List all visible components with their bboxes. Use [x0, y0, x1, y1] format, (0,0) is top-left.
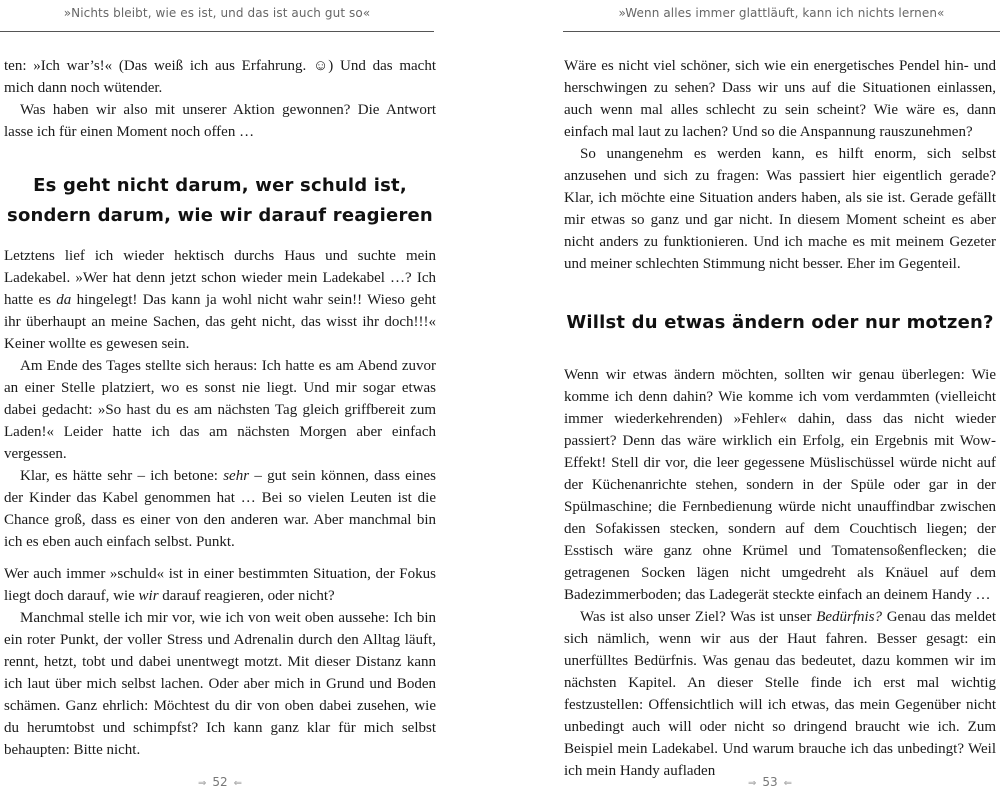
page-ornament-left: ⇒	[747, 778, 757, 789]
right-section-heading: Willst du etwas ändern oder nur motzen?	[566, 312, 994, 333]
right-running-head: »Wenn alles immer glattläuft, kann ich nichts lernen«	[618, 6, 945, 20]
right-paragraph: Wenn wir etwas ändern möchten, sollten wir genau überlegen: Wie komme ich denn dahin? Wie komme ich vom verdammten (vielleicht immer wiederkehrenden) »Fehler« dahin, dass das nicht wieder passiert? Denn das wäre wirklich ein Erfolg, ein Ergebnis mit Wow-Effekt! Stell dir vor, die leer gegessene Müslischüssel würde nicht auf der Küchenanrichte stehen, sondern in der Spüle oder gar in der Spülmaschine; die Fernbedienung würde nicht unauffindbar zwischen den Sofakissen stecken, sondern auf dem Couchtisch liegen; der Esstisch wäre ganz ohne Krümel und Tomatensoßenflecken; die getragenen Socken lägen nicht umgedreht als Knäuel auf dem Badezimmerboden; das Ladegerät steckte einfach an deinem Handy …	[564, 367, 996, 603]
text-run: Genau das meldet sich nämlich, wenn wir aus der Haut fahren. Besser gesagt: ein unerfülltes Bedürfnis. Was genau das bedeutet, dazu kommen wir im nächsten Kapitel. An dieser Stelle finde ich erst mal wichtig festzustellen: Offensichtlich will ich etwas, das mein Gegenüber nicht unbedingt auch will oder nicht so dringend braucht wie ich. Zum Beispiel mein Ladekabel. Und warum brauche ich das unbedingt? Weil ich mein Handy aufladen	[564, 609, 997, 779]
left-section-heading	[4, 171, 436, 231]
right-paragraph	[564, 606, 996, 782]
text-run: Klar, es hätte sehr – ich betone:	[20, 468, 224, 484]
left-running-head: »Nichts bleibt, wie es ist, und das ist auch gut so«	[63, 6, 371, 20]
left-paragraph: Am Ende des Tages stellte sich heraus: Ich hatte es am Abend zuvor an einer Stelle platziert, wo es sonst nie liegt. Und mir sogar etwas dabei gedacht: »So hast du es am nächsten Tag gleich griffbereit zum Laden!« Leider hatte ich das am nächsten Morgen aber einfach vergessen.	[4, 358, 436, 462]
text-run: Wer auch immer »schuld« ist in einer bestimmten Situation, der Fokus liegt doch darauf, wie	[4, 566, 436, 604]
right-body-text	[564, 55, 996, 782]
text-run: hingelegt! Das kann ja wohl nicht wahr sein!! Wieso geht ihr überhaupt an meine Sachen, das geht nicht, das wisst ihr doch!!!« Keiner wollte es gewesen sein.	[4, 292, 436, 352]
right-paragraph: Wäre es nicht viel schöner, sich wie ein energetisches Pendel hin- und herschwingen zu sehen? Dass wir uns auf die Situationen einlassen, auch wenn mal alles schlecht zu sein scheint? Wie wäre es, dann einfach mal laut zu lachen? Und so die Anspannung rauszunehmen?	[564, 58, 996, 140]
right-page	[500, 0, 1000, 800]
right-header-rule	[563, 31, 1000, 32]
text-run: darauf reagieren, oder nicht?	[158, 588, 335, 604]
left-page-number	[150, 775, 290, 795]
left-paragraph: ten: »Ich war’s!« (Das weiß ich aus Erfahrung. ☺) Und das macht mich dann noch wütender.	[4, 58, 436, 96]
emphasis: da	[56, 292, 72, 308]
left-paragraph: Was haben wir also mit unserer Aktion gewonnen? Die Antwort lasse ich für einen Moment noch offen …	[4, 102, 436, 140]
left-paragraph	[4, 245, 436, 355]
page-number-value: 52	[212, 775, 228, 789]
right-page-number	[700, 775, 840, 795]
page-ornament-left: ⇒	[197, 778, 207, 789]
left-header-rule	[0, 31, 434, 32]
text-run: Letztens lief ich wieder hektisch durchs Haus und suchte mein Ladekabel. »Wer hat denn jetzt schon wieder mein Ladekabel …? Ich hatte es	[4, 248, 436, 308]
page-ornament-right: ⇐	[783, 778, 793, 789]
left-heading-line-1: Es geht nicht darum, wer schuld ist,	[33, 175, 407, 196]
text-run: Was ist also unser Ziel? Was ist unser	[580, 609, 817, 625]
left-paragraph	[4, 465, 436, 553]
left-body-text	[4, 55, 436, 761]
left-paragraph	[4, 563, 436, 607]
text-run: – gut sein können, dass eines der Kinder das Kabel genommen hat … Bei so vielen Leuten ist die Chance groß, dass es einer von den anderen war. Aber manchmal bin ich es eben auch einfach selbst. Punkt.	[4, 468, 436, 550]
left-heading-line-2: sondern darum, wie wir darauf reagieren	[7, 205, 433, 226]
emphasis: wir	[138, 588, 159, 604]
left-paragraph: Manchmal stelle ich mir vor, wie ich von weit oben aussehe: Ich bin ein roter Punkt, der voller Stress und Adrenalin durch den Alltag läuft, rennt, hetzt, tobt und dabei unentwegt motzt. Mit dieser Distanz kann ich laut über mich selbst lachen. Oder aber mich in Grund und Boden schämen. Ganz ehrlich: Möchtest du dir von oben dabei zusehen, wie du herumtobst und schimpfst? Ich kann ganz klar für mich selbst behaupten: Bitte nicht.	[4, 610, 436, 758]
emphasis: Bedürfnis?	[816, 609, 883, 625]
page-number-value: 53	[762, 775, 778, 789]
page-ornament-right: ⇐	[233, 778, 243, 789]
right-paragraph: So unangenehm es werden kann, es hilft enorm, sich selbst anzusehen und sich zu fragen: Was passiert hier eigentlich gerade? Klar, ich möchte eine Situation anders haben, als sie ist. Gerade gefällt mir etwas so ganz und gar nicht. In diesem Moment scheint es aber nicht anders zu funktionieren. Und ich mache es mit meinem Gezeter und meiner schlechten Stimmung nicht besser. Eher im Gegenteil.	[564, 146, 996, 272]
emphasis: sehr	[223, 468, 250, 484]
